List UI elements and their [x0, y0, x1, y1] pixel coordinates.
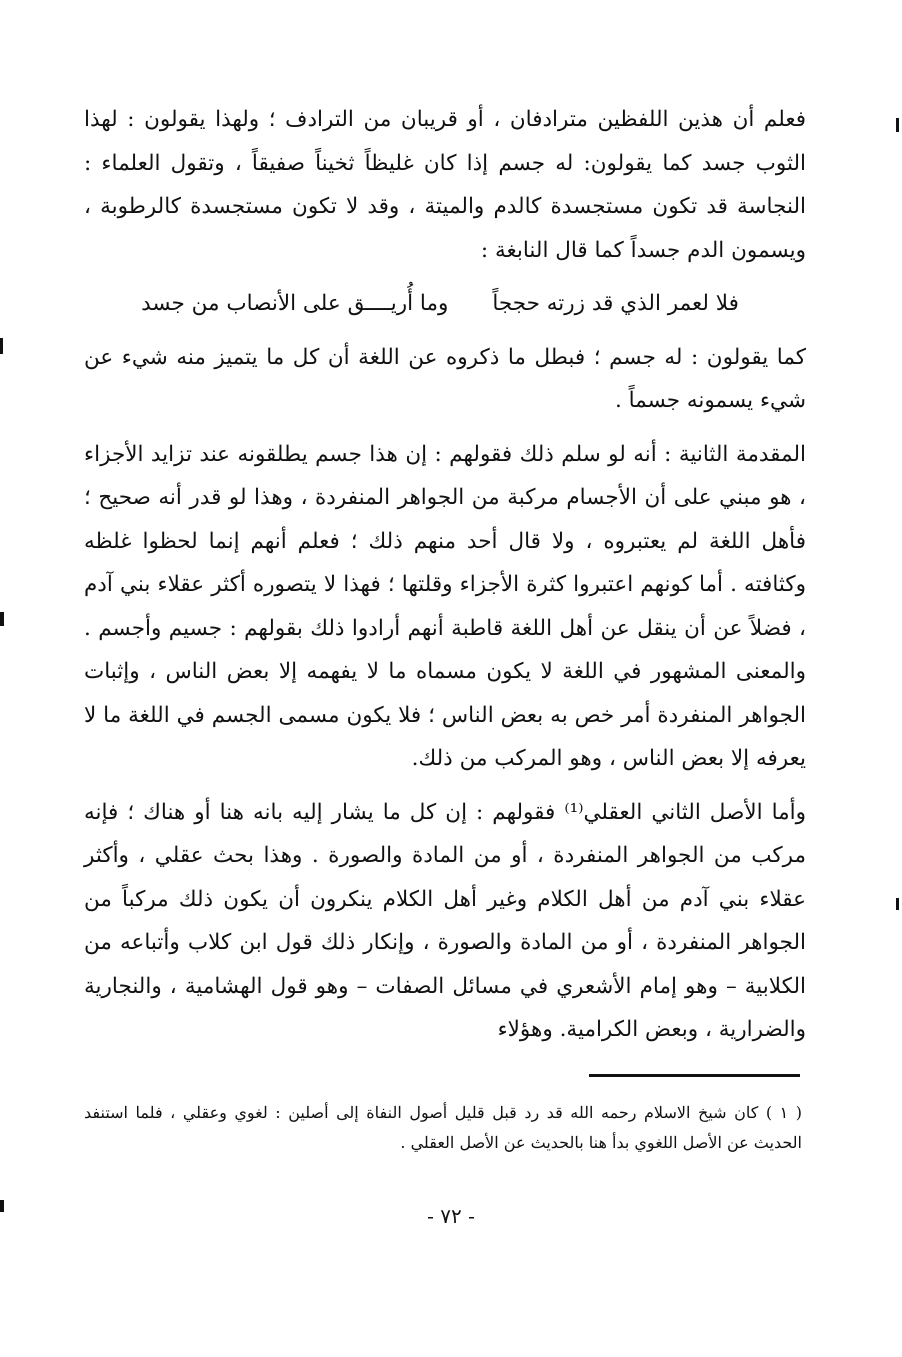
scan-edge-mark — [896, 898, 899, 910]
footnote — [84, 1098, 802, 1158]
page-number: - ٧٢ - — [427, 1204, 475, 1228]
poem-hemistich-first: فلا لعمر الذي قد زرته حججاً — [492, 291, 739, 316]
scan-edge-mark — [0, 338, 3, 354]
poem-verse — [84, 282, 806, 326]
paragraph-intro: فعلم أن هذين اللفظين مترادفان ، أو قريبان من الترادف ؛ ولهذا يقولون : لهذا الثوب جسد كما يقولون: له جسم إذا كان غليظاً ثخيناً صفيقاً ، وتقول العلماء : النجاسة قد تكون مستجسدة كالدم والميتة ، وقد لا تكون مستجسدة كالرطوبة ، ويسمون الدم جسداً كما قال النابغة : — [84, 107, 806, 263]
main-text — [84, 98, 806, 1052]
scan-edge-mark — [0, 612, 4, 626]
scan-edge-mark — [896, 118, 899, 132]
poem-hemistich-second: وما أُريــــق على الأنصاب من جسد — [141, 291, 449, 316]
footnote-separator — [589, 1074, 800, 1077]
paragraph-rational-principle: وأما الأصل الثاني العقلي⁽¹⁾ فقولهم : إن كل ما يشار إليه بانه هنا أو هناك ؛ فإنه مركب من الجواهر المنفردة ، أو من المادة والصورة . وهذا بحث عقلي ، وأكثر عقلاء بني آدم من أهل الكلام وغير أهل الكلام ينكرون أن يكون ذلك مركباً من الجواهر المنفردة ، أو من المادة والصورة ، وإنكار ذلك قول ابن كلاب وأتباعه من الكلابية – وهو إمام الأشعري في مسائل الصفات – وهو قول الهشامية ، والنجارية والضرارية ، وبعض الكرامية. وهؤلاء — [84, 799, 806, 1042]
paragraph-conclusion: كما يقولون : له جسم ؛ فبطل ما ذكروه عن اللغة أن كل ما يتميز منه شيء عن شيء يسمونه جسماً . — [84, 344, 806, 413]
paragraph-second-premise: المقدمة الثانية : أنه لو سلم ذلك فقولهم : إن هذا جسم يطلقونه عند تزايد الأجزاء ، هو مبني على أن الأجسام مركبة من الجواهر المنفردة ، وهذا لو قدر أنه صحيح ؛ فأهل اللغة لم يعتبروه ، ولا قال أحد منهم ذلك ؛ فعلم أنهم إنما لحظوا غلظه وكثافته . أما كونهم اعتبروا كثرة الأجزاء وقلتها ؛ فهذا لا يتصوره أكثر عقلاء بني آدم ، فضلاً عن أن ينقل عن أهل اللغة قاطبة أنهم أرادوا ذلك بقولهم : جسيم وأجسم . والمعنى المشهور في اللغة لا يكون مسماه ما لا يفهمه إلا بعض الناس ، وإثبات الجواهر المنفردة أمر خص به بعض الناس ؛ فلا يكون مسمى الجسم في اللغة ما لا يعرفه إلا بعض الناس ، وهو المركب من ذلك. — [84, 441, 806, 771]
scan-edge-mark — [0, 1200, 4, 1212]
footnote-text: ( ١ ) كان شيخ الاسلام رحمه الله قد رد قبل قليل أصول النفاة إلى أصلين : لغوي وعقلي ، فلما استنفد الحديث عن الأصل اللغوي بدأ هنا بالحديث عن الأصل العقلي . — [84, 1103, 803, 1152]
